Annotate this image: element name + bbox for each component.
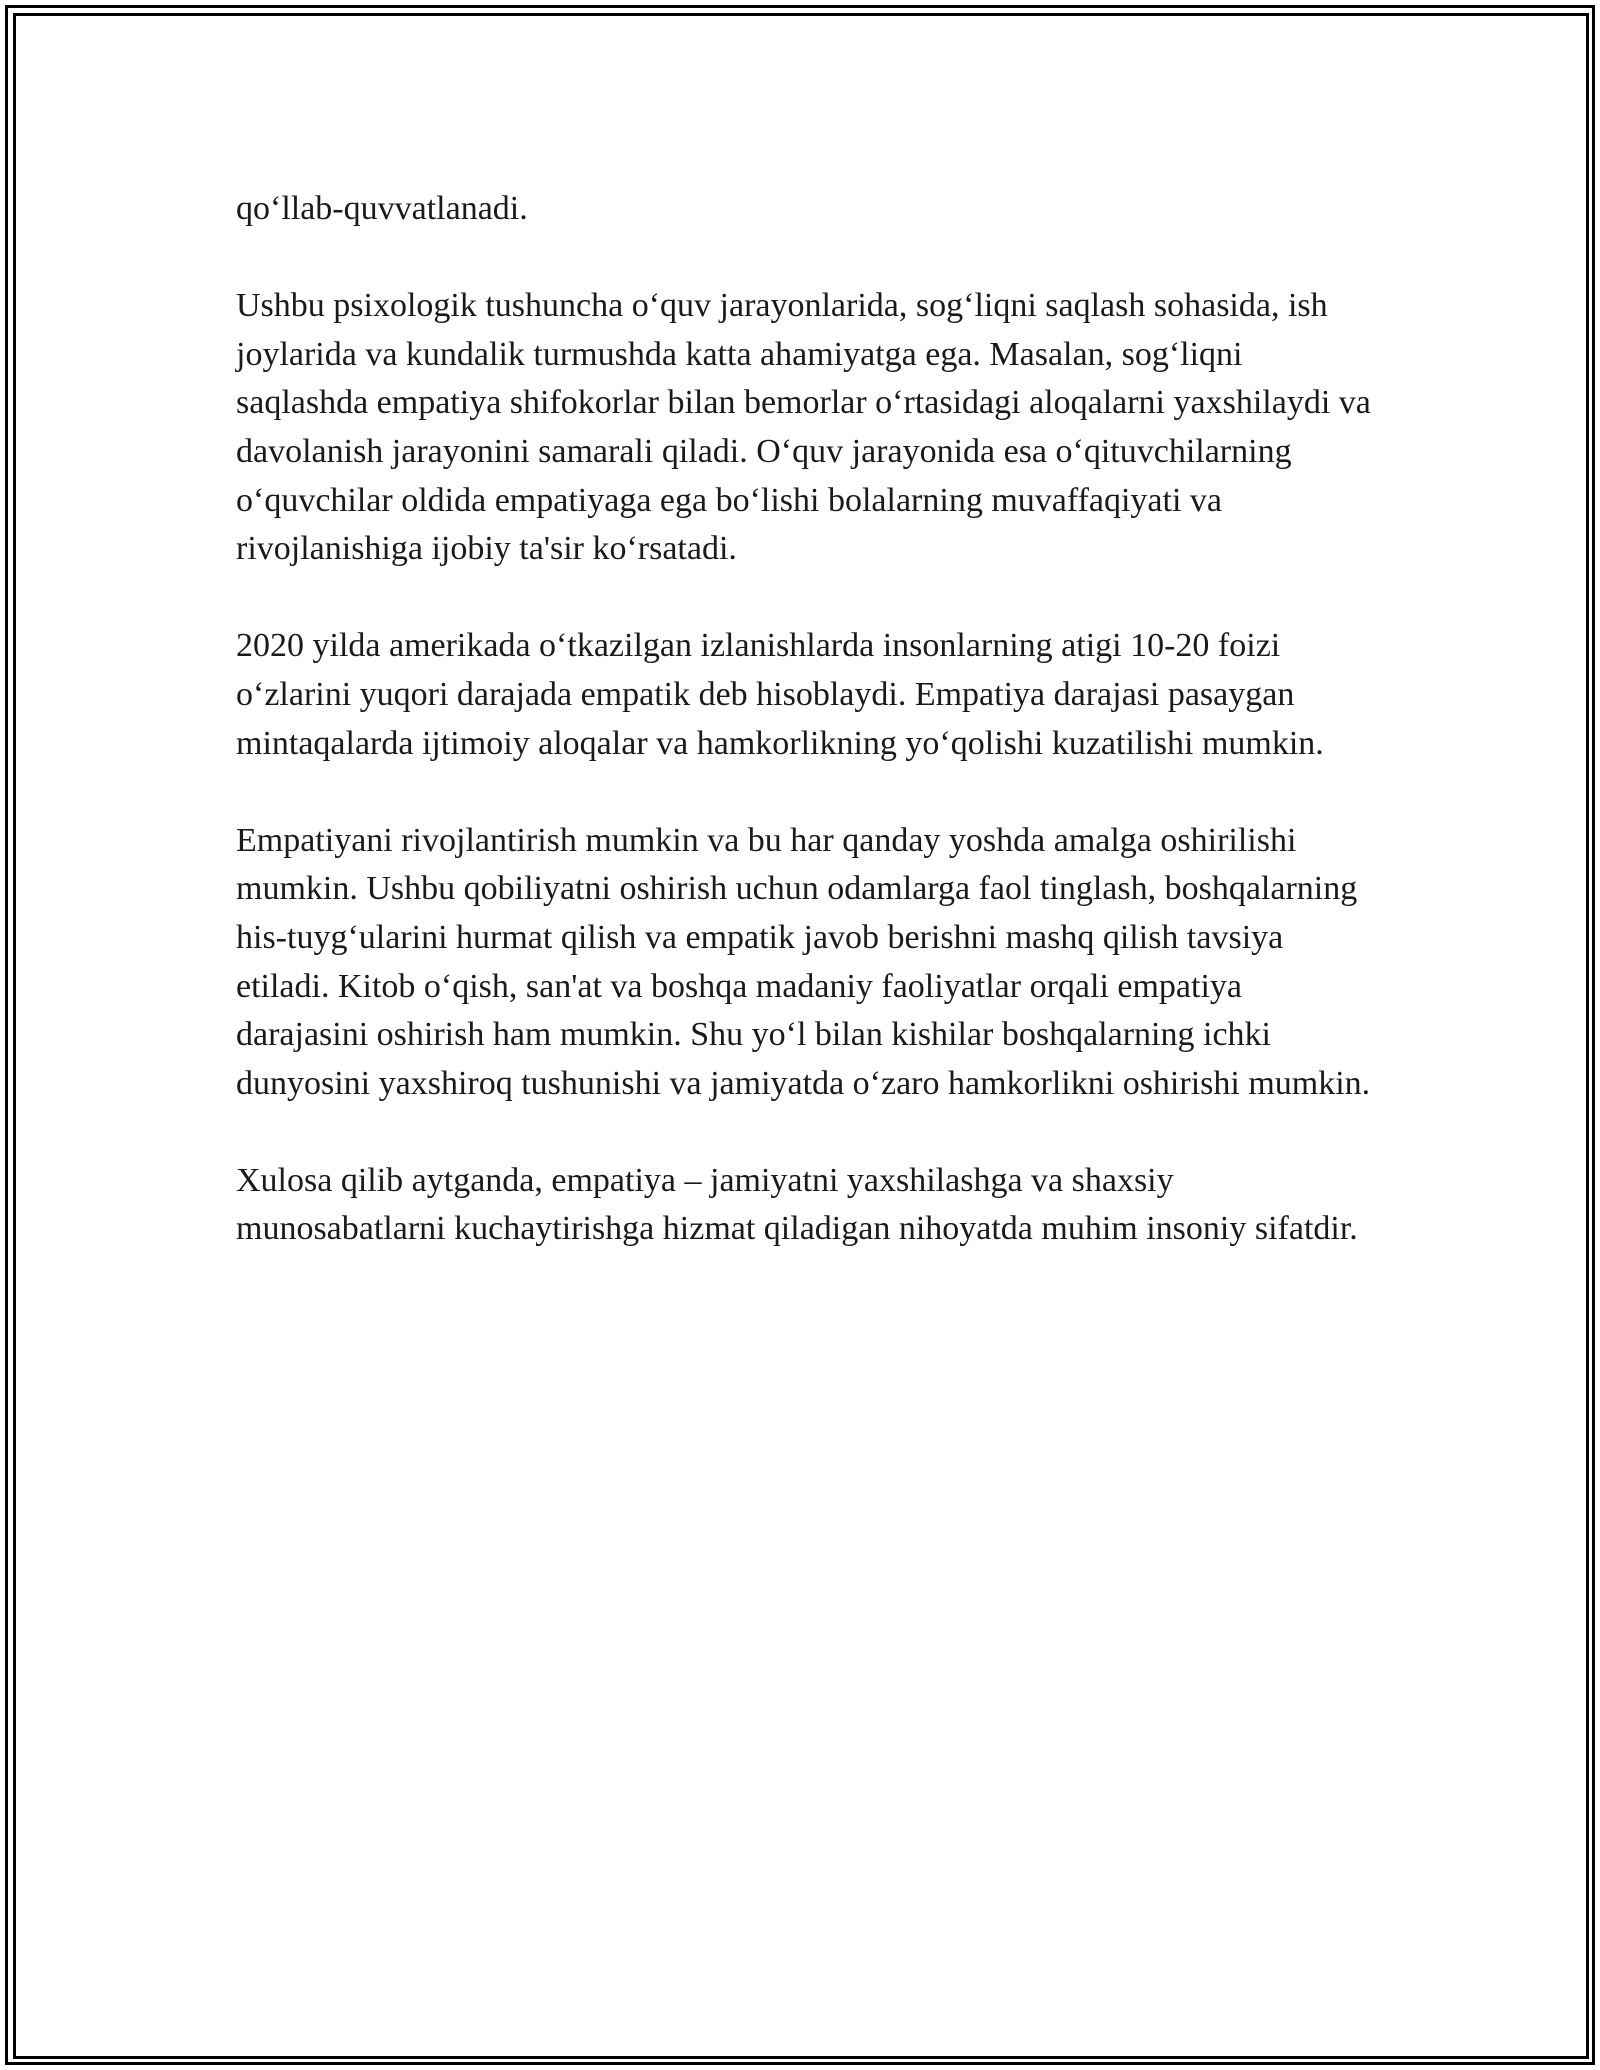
document-body xyxy=(236,185,1376,1254)
paragraph-gap xyxy=(236,234,1376,283)
paragraph-gap xyxy=(236,1108,1376,1157)
paragraph-continuation: qo‘llab-quvvatlanadi. xyxy=(236,190,528,227)
paragraph-gap xyxy=(236,768,1376,817)
paragraph-importance: Ushbu psixologik tushuncha o‘quv jarayonlarida, sog‘liqni saqlash sohasida, ish joylarida va kundalik turmushda katta ahamiyatga ega. Masalan, sog‘liqni saqlashda empatiya shifokorlar bilan bemorlar o‘rtasidagi aloqalarni yaxshilaydi va davolanish jarayonini samarali qiladi. O‘quv jarayonida esa o‘qituvchilarning o‘quvchilar oldida empatiyaga ega bo‘lishi bolalarning muvaffaqiyati va rivojlanishiga ijobiy ta'sir ko‘rsatadi. xyxy=(236,287,1371,568)
paragraph-gap xyxy=(236,574,1376,623)
paragraph-research: 2020 yilda amerikada o‘tkazilgan izlanishlarda insonlarning atigi 10-20 foizi o‘zlarini yuqori darajada empatik deb hisoblaydi. Empatiya darajasi pasaygan mintaqalarda ijtimoiy aloqalar va hamkorlikning yo‘qolishi kuzatilishi mumkin. xyxy=(236,627,1324,762)
paragraph-conclusion: Xulosa qilib aytganda, empatiya – jamiyatni yaxshilashga va shaxsiy munosabatlarni kuchaytirishga hizmat qiladigan nihoyatda muhim insoniy sifatdir. xyxy=(236,1161,1358,1248)
paragraph-development: Empatiyani rivojlantirish mumkin va bu har qanday yoshda amalga oshirilishi mumkin. Ushbu qobiliyatni oshirish uchun odamlarga faol tinglash, boshqalarning his-tuyg‘ularini hurmat qilish va empatik javob berishni mashq qilish tavsiya etiladi. Kitob o‘qish, san'at va boshqa madaniy faoliyatlar orqali empatiya darajasini oshirish ham mumkin. Shu yo‘l bilan kishilar boshqalarning ichki dunyosini yaxshiroq tushunishi va jamiyatda o‘zaro hamkorlikni oshirishi mumkin. xyxy=(236,821,1371,1102)
